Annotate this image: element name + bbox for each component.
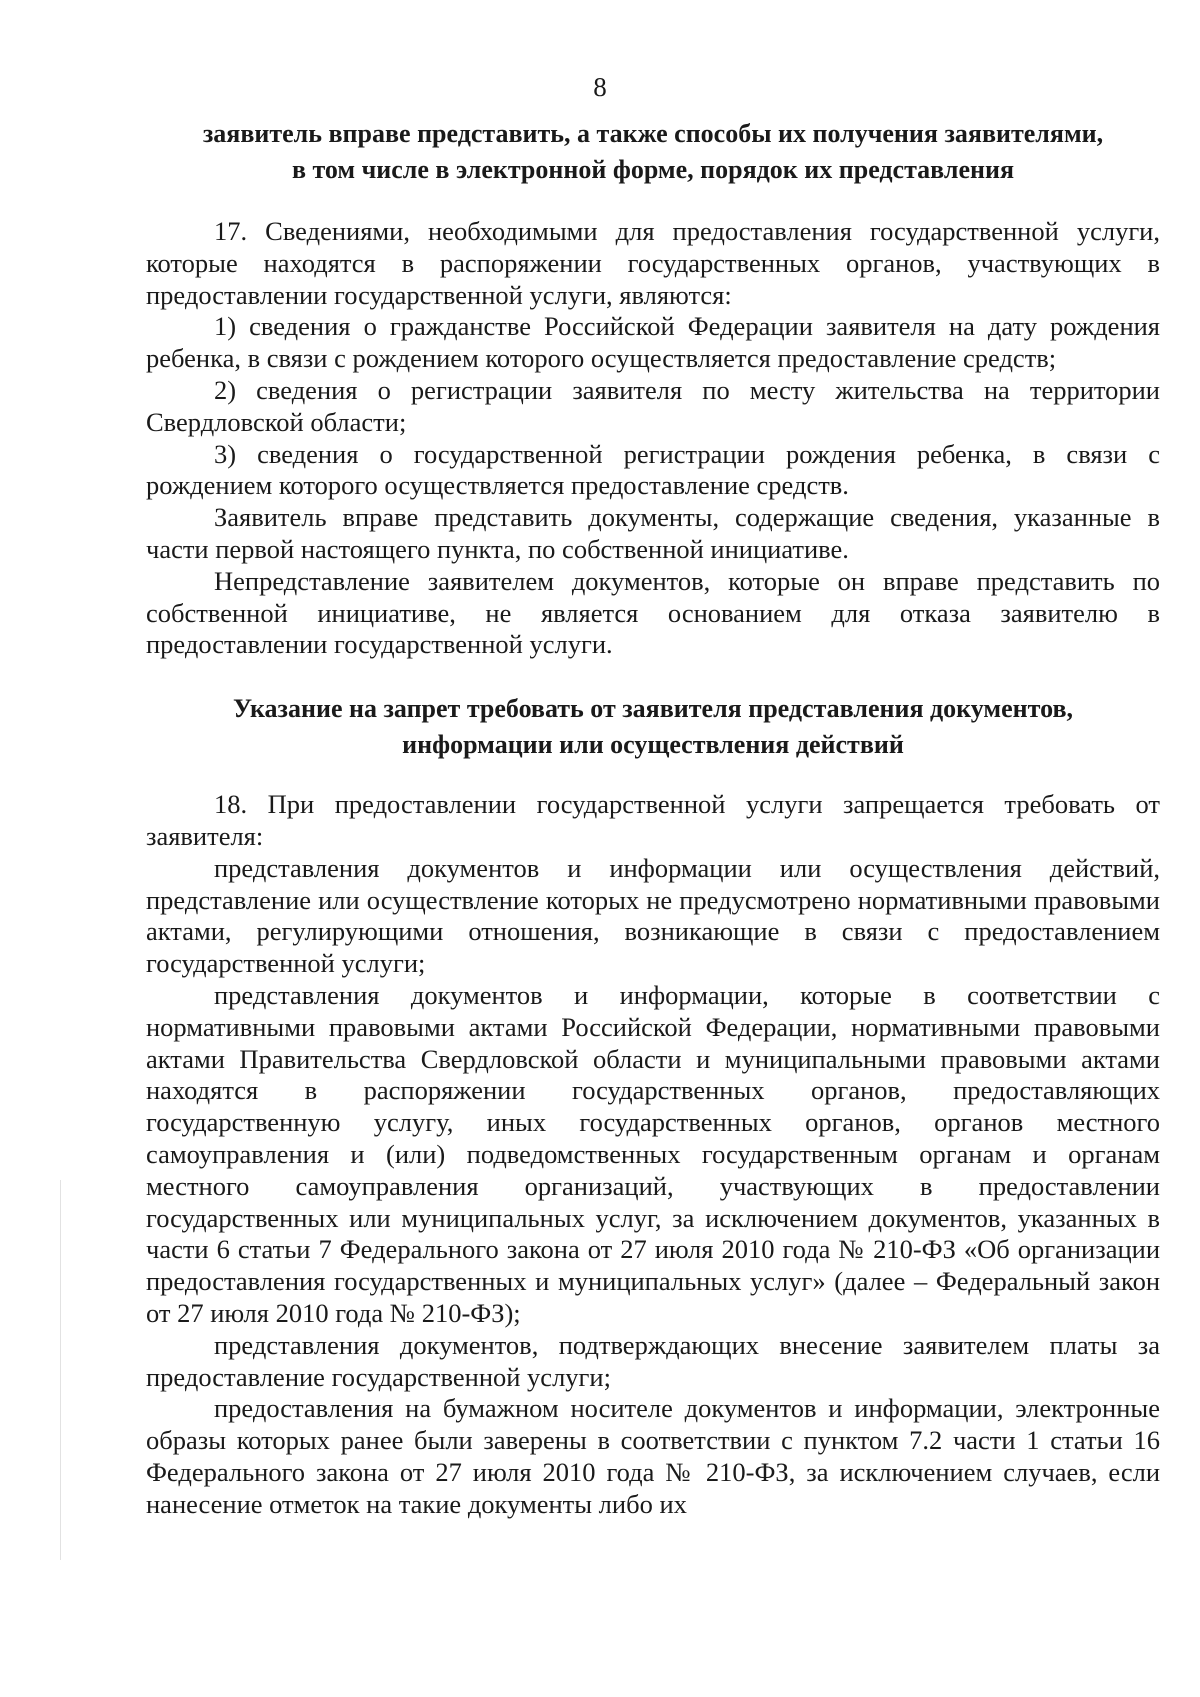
heading-line: в том числе в электронной форме, порядок их представления <box>291 155 1015 184</box>
list-item: 1) сведения о гражданстве Российской Федерации заявителя на дату рождения ребенка, в связи с рождением которого осуществляется предоставление средств; <box>146 311 1160 374</box>
page-number: 8 <box>593 72 607 102</box>
section-heading-documents <box>146 116 1160 188</box>
heading-line: информации или осуществления действий <box>402 730 904 760</box>
paragraph: предоставления на бумажном носителе документов и информации, электронные образы которых ранее были заверены в соответствии с пунктом 7.2 части 1 статьи 16 Федерального закона от 27 июля 2010 года № 210-ФЗ, за исключением случаев, если нанесение отметок на такие документы либо их <box>146 1393 1160 1519</box>
paragraph: представления документов и информации, которые в соответствии с нормативными правовыми актами Российской Федерации, нормативными правовыми актами Правительства Свердловской области и муниципальными правовыми актами находятся в распоряжении государственных органов, предоставляющих государственную услугу, иных государственных органов, органов местного самоуправления и (или) подведомственных государственным органам и органам местного самоуправления организаций, участвующих в предоставлении государственных или муниципальных услуг, за исключением документов, указанных в части 6 статьи 7 Федерального закона от 27 июля 2010 года № 210-ФЗ «Об организации предоставления государственных и муниципальных услуг» (далее – Федеральный закон от 27 июля 2010 года № 210-ФЗ); <box>146 979 1160 1328</box>
list-item: 3) сведения о государственной регистрации рождения ребенка, в связи с рождением которого осуществляется предоставление средств. <box>146 438 1160 501</box>
paragraph: 17. Сведениями, необходимыми для предоставления государственной услуги, которые находятся в распоряжении государственных органов, участвующих в предоставлении государственной услуги, являются: <box>146 216 1160 310</box>
section-18 <box>146 789 1160 1520</box>
paragraph: представления документов и информации или осуществления действий, представление или осуществление которых не предусмотрено нормативными правовыми актами, регулирующими отношения, возникающие в связи с предоставлением государственной услуги; <box>146 852 1160 979</box>
heading-line: Указание на запрет требовать от заявителя представления документов, <box>233 694 1073 724</box>
paragraph: Заявитель вправе представить документы, содержащие сведения, указанные в части первой настоящего пункта, по собственной инициативе. <box>146 502 1160 564</box>
scan-margin-mark <box>60 1180 61 1560</box>
paragraph: 18. При предоставлении государственной услуги запрещается требовать от заявителя: <box>146 789 1160 851</box>
section-17 <box>146 216 1160 661</box>
heading-line: заявитель вправе представить, а также способы их получения заявителями, <box>202 119 1104 148</box>
list-item: 2) сведения о регистрации заявителя по месту жительства на территории Свердловской области; <box>146 374 1160 437</box>
paragraph: представления документов, подтверждающих внесение заявителем платы за предоставление государственной услуги; <box>146 1329 1160 1392</box>
paragraph: Непредставление заявителем документов, которые он вправе представить по собственной инициативе, не является основанием для отказа заявителю в предоставлении государственной услуги. <box>146 565 1160 660</box>
document-body <box>146 116 1160 1520</box>
section-heading-ban <box>146 691 1160 763</box>
